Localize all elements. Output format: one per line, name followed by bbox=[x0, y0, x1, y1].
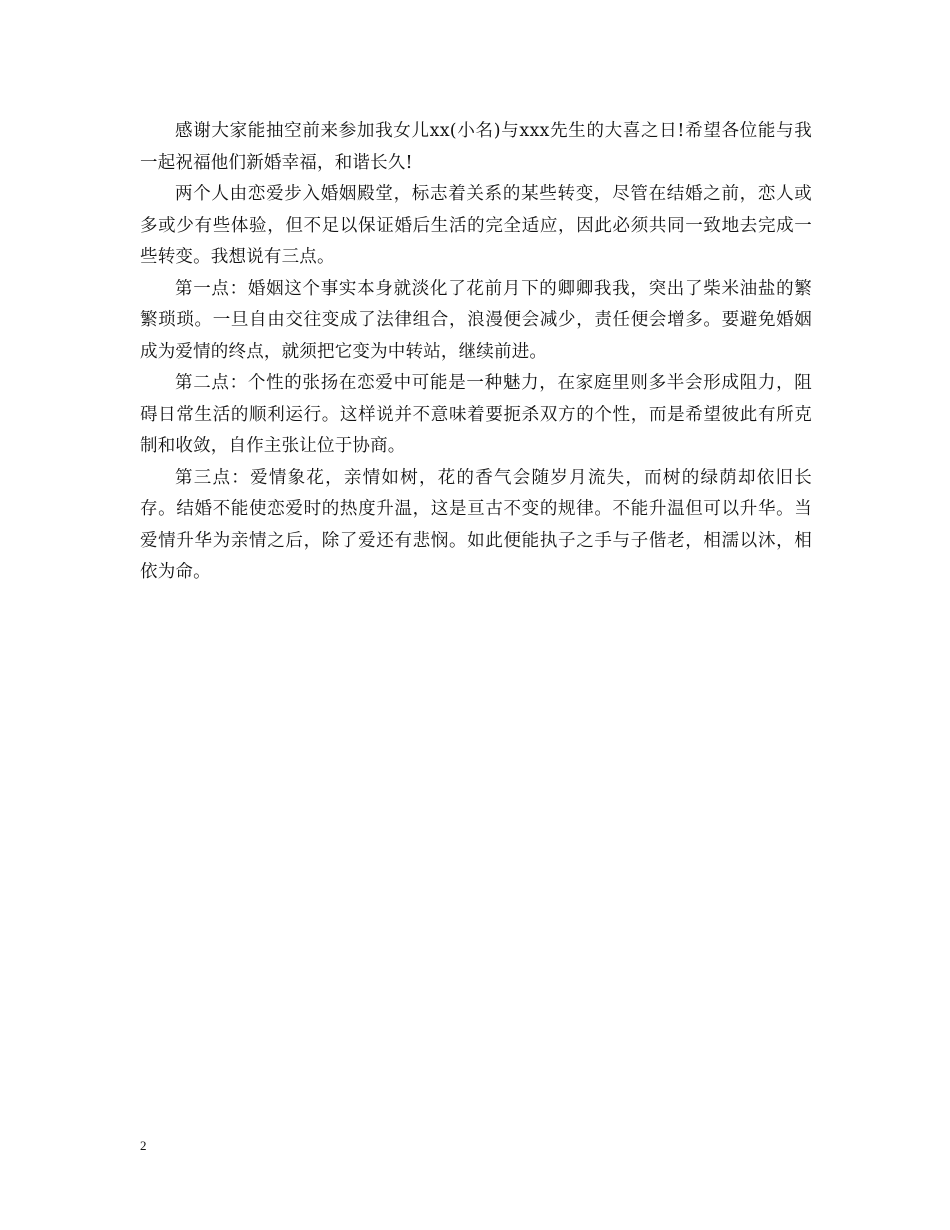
page-number: 2 bbox=[140, 1138, 147, 1153]
paragraph-point-one: 第一点：婚姻这个事实本身就淡化了花前月下的卿卿我我，突出了柴米油盐的繁繁琐琐。一旦自由交往变成了法律组合，浪漫便会减少，责任便会增多。要避免婚姻成为爱情的终点，就须把它变为中转站，继续前进。 bbox=[140, 278, 812, 362]
paragraph-greeting: 感谢大家能抽空前来参加我女儿xx(小名)与xxx先生的大喜之日!希望各位能与我一起祝福他们新婚幸福，和谐长久! bbox=[140, 121, 812, 173]
document-body bbox=[140, 116, 812, 589]
paragraph-point-two: 第二点：个性的张扬在恋爱中可能是一种魅力，在家庭里则多半会形成阻力，阻碍日常生活的顺利运行。这样说并不意味着要扼杀双方的个性，而是希望彼此有所克制和收敛，自作主张让位于协商。 bbox=[140, 373, 812, 456]
paragraph-point-three: 第三点：爱情象花，亲情如树，花的香气会随岁月流失，而树的绿荫却依旧长存。结婚不能使恋爱时的热度升温，这是亘古不变的规律。不能升温但可以升华。当爱情升华为亲情之后，除了爱还有悲悯。如此便能执子之手与子偕老，相濡以沐，相依为命。 bbox=[140, 467, 812, 582]
paragraph-introduction: 两个人由恋爱步入婚姻殿堂，标志着关系的某些转变，尽管在结婚之前，恋人或多或少有些体验，但不足以保证婚后生活的完全适应，因此必须共同一致地去完成一些转变。我想说有三点。 bbox=[140, 184, 812, 267]
